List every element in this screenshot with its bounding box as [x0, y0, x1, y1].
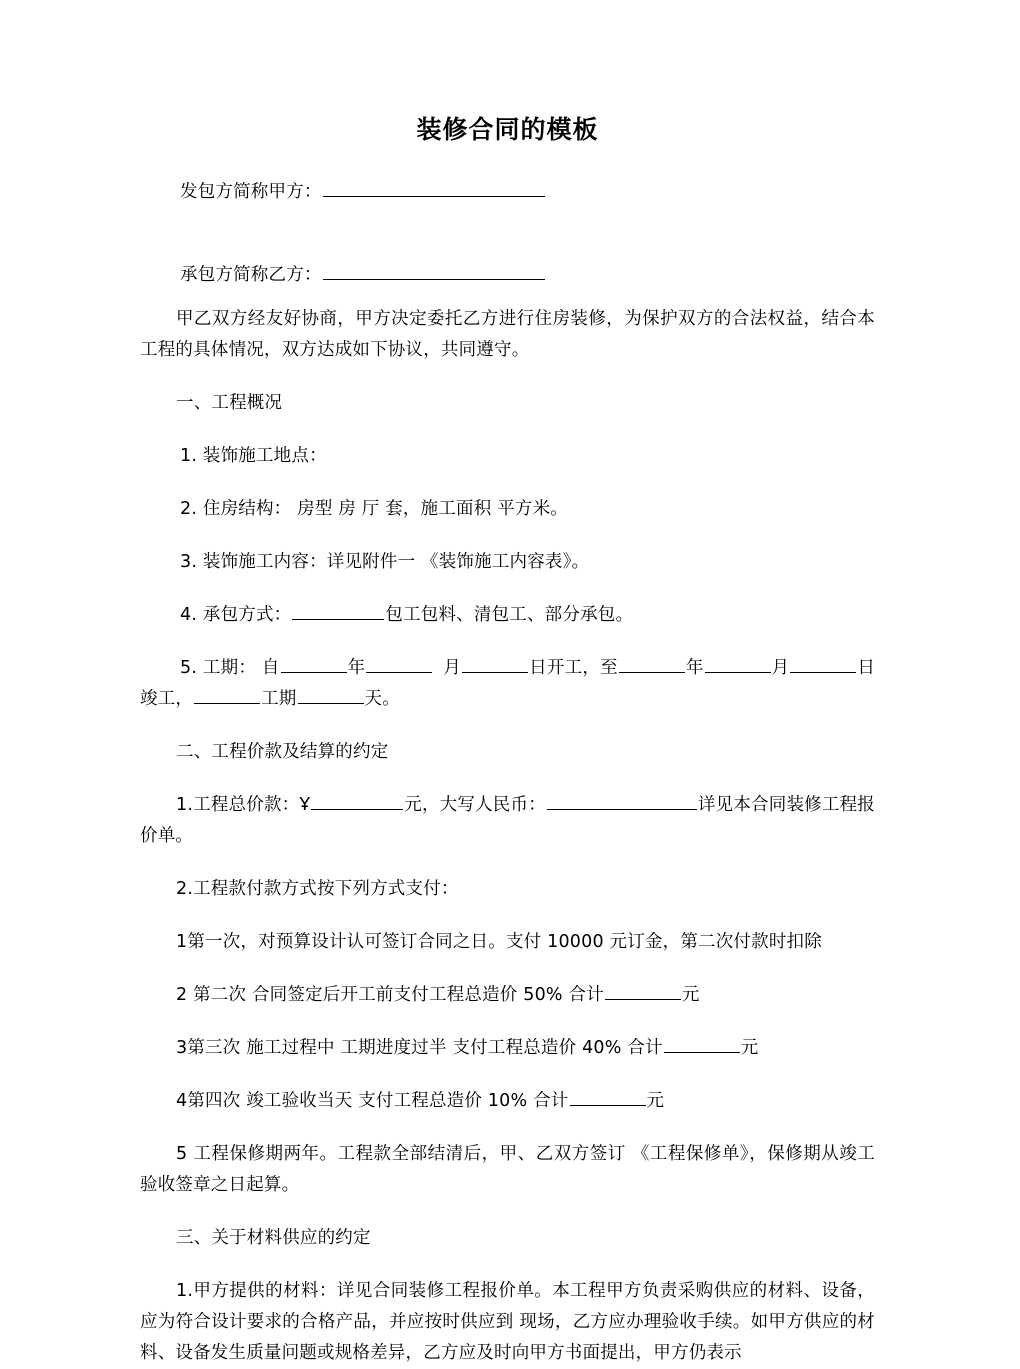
- contract-mode-blank[interactable]: [292, 603, 384, 620]
- payment-3-amount-blank[interactable]: [664, 1036, 740, 1053]
- payment-2-spacer: [140, 958, 875, 980]
- price-item-spacer: [140, 768, 875, 790]
- duration-month2-text: 月: [771, 658, 790, 678]
- item-1-4: [140, 600, 875, 631]
- start-day-blank[interactable]: [462, 656, 528, 673]
- duration-month1-text: 月: [443, 658, 462, 678]
- warranty-paragraph: 5 工程保修期两年。工程款全部结清后，甲、乙双方签订 《工程保修单》，保修期从竣工验收签章之日起算。: [140, 1144, 875, 1195]
- item-1-1-number: 1.: [180, 446, 198, 466]
- payment-3-spacer: [140, 1011, 875, 1033]
- item-1-4-text-after: 包工包料、清包工、部分承包。: [385, 605, 634, 625]
- payment-2-amount-blank[interactable]: [605, 983, 681, 1000]
- party-b-line: [140, 260, 875, 291]
- party-a-label: 发包方简称甲方：: [180, 182, 322, 202]
- end-year-blank[interactable]: [619, 656, 685, 673]
- duration-day1-text: 日开工，至: [529, 658, 618, 678]
- item-1-2: [140, 494, 875, 525]
- payment-3-text-after: 元: [740, 1038, 759, 1058]
- item-1-3: [140, 547, 875, 578]
- page-title: 装修合同的模板: [416, 115, 599, 144]
- payment-3-text-before: 第三次 施工过程中 工期进度过半 支付工程总造价 40% 合计: [187, 1038, 663, 1058]
- item-1-2-number: 2.: [180, 499, 198, 519]
- payment-item-3: [140, 1033, 875, 1064]
- duration-from-text: 自: [261, 658, 280, 678]
- total-price-number: 1.: [176, 795, 194, 815]
- payment-4-text-after: 元: [646, 1091, 665, 1111]
- section-1-spacer: [140, 366, 875, 388]
- item-1-3-spacer: [140, 525, 875, 547]
- start-month-blank[interactable]: [366, 656, 432, 673]
- item-1-3-number: 3.: [180, 552, 198, 572]
- party-b-blank[interactable]: [323, 263, 545, 280]
- payment-2-number: 2: [176, 985, 188, 1005]
- end-day-blank[interactable]: [790, 656, 856, 673]
- total-price-amount-blank[interactable]: [311, 793, 403, 810]
- total-price-mid: 元，大写人民币：: [404, 795, 546, 815]
- duration-days-text: 天。: [364, 689, 400, 709]
- material-item-spacer: [140, 1254, 875, 1276]
- item-1-5-spacer: [140, 631, 875, 653]
- item-1-4-number: 4.: [180, 605, 198, 625]
- payment-4-amount-blank[interactable]: [570, 1089, 646, 1106]
- duration-year1-text: 年: [347, 658, 366, 678]
- duration-period-text: 工期: [261, 689, 297, 709]
- payment-3-number: 3: [176, 1038, 188, 1058]
- item-1-2-text: 住房结构： 房型 房 厅 套，施工面积 平方米。: [202, 499, 568, 519]
- section-heading-1: 一、工程概况: [176, 393, 283, 413]
- party-a-blank[interactable]: [323, 180, 545, 197]
- payment-4-text-before: 第四次 竣工验收当天 支付工程总造价 10% 合计: [187, 1091, 569, 1111]
- preamble-spacer: [140, 291, 875, 304]
- payment-item-2: [140, 980, 875, 1011]
- section-heading-2: 二、工程价款及结算的约定: [176, 742, 389, 762]
- section-3-spacer: [140, 1201, 875, 1223]
- payment-1-number: 1: [176, 932, 188, 952]
- item-1-5: [140, 653, 875, 715]
- item-1-5-number: 5.: [180, 658, 198, 678]
- duration-day2-text: 日竣工，: [140, 658, 876, 709]
- item-1-2-spacer: [140, 472, 875, 494]
- total-price-tail: 详见本合同装修工程报价单。: [140, 795, 875, 846]
- total-price-lead: 工程总价款：Ұ: [193, 795, 311, 815]
- end-month-blank[interactable]: [705, 656, 771, 673]
- total-price-words-blank[interactable]: [547, 793, 697, 810]
- payment-item-1: [140, 927, 875, 958]
- party-a-line: [140, 177, 875, 208]
- payment-intro: 2.工程款付款方式按下列方式支付：: [176, 879, 459, 899]
- material-supply-paragraph: 1.甲方提供的材料：详见合同装修工程报价单。本工程甲方负责采购供应的材料、设备，应为符合设计要求的合格产品，并应按时供应到 现场，乙方应办理验收手续。如甲方供应的材料、设备发生质量问题或规格差异，乙方应及时向甲方书面提出，甲方仍表示: [140, 1281, 875, 1363]
- preamble-paragraph: 甲乙双方经友好协商，甲方决定委托乙方进行住房装修，为保护双方的合法权益，结合本工程的具体情况，双方达成如下协议，共同遵守。: [140, 309, 875, 360]
- total-price-item: [140, 790, 875, 852]
- start-year-blank[interactable]: [281, 656, 347, 673]
- section-heading-3: 三、关于材料供应的约定: [176, 1228, 371, 1248]
- payment-1-spacer: [140, 905, 875, 927]
- payment-2-text-before: 第二次 合同签定后开工前支付工程总造价 50% 合计: [193, 985, 604, 1005]
- title-spacer: [140, 147, 875, 177]
- payment-2-text-after: 元: [681, 985, 700, 1005]
- payment-4-number: 4: [176, 1091, 188, 1111]
- item-1-3-text: 装饰施工内容：详见附件一 《装饰施工内容表》。: [202, 552, 590, 572]
- duration-year2-text: 年: [685, 658, 704, 678]
- payment-intro-spacer: [140, 852, 875, 874]
- item-1-5-label: 工期：: [202, 658, 257, 678]
- item-1-4-spacer: [140, 578, 875, 600]
- payment-1-text: 第一次，对预算设计认可签订合同之日。支付 10000 元订金，第二次付款时扣除: [187, 932, 822, 952]
- payment-4-spacer: [140, 1064, 875, 1086]
- item-1-1-spacer: [140, 419, 875, 441]
- item-1-4-text-before: 承包方式：: [202, 605, 292, 625]
- item-1-1: [140, 441, 875, 472]
- party-b-label: 承包方简称乙方：: [180, 265, 322, 285]
- section-2-spacer: [140, 715, 875, 737]
- item-1-1-text: 装饰施工地点：: [202, 446, 327, 466]
- warranty-spacer: [140, 1117, 875, 1139]
- payment-item-4: [140, 1086, 875, 1117]
- parties-spacer: [140, 208, 875, 260]
- period-days-blank[interactable]: [298, 687, 364, 704]
- period-blank[interactable]: [194, 687, 260, 704]
